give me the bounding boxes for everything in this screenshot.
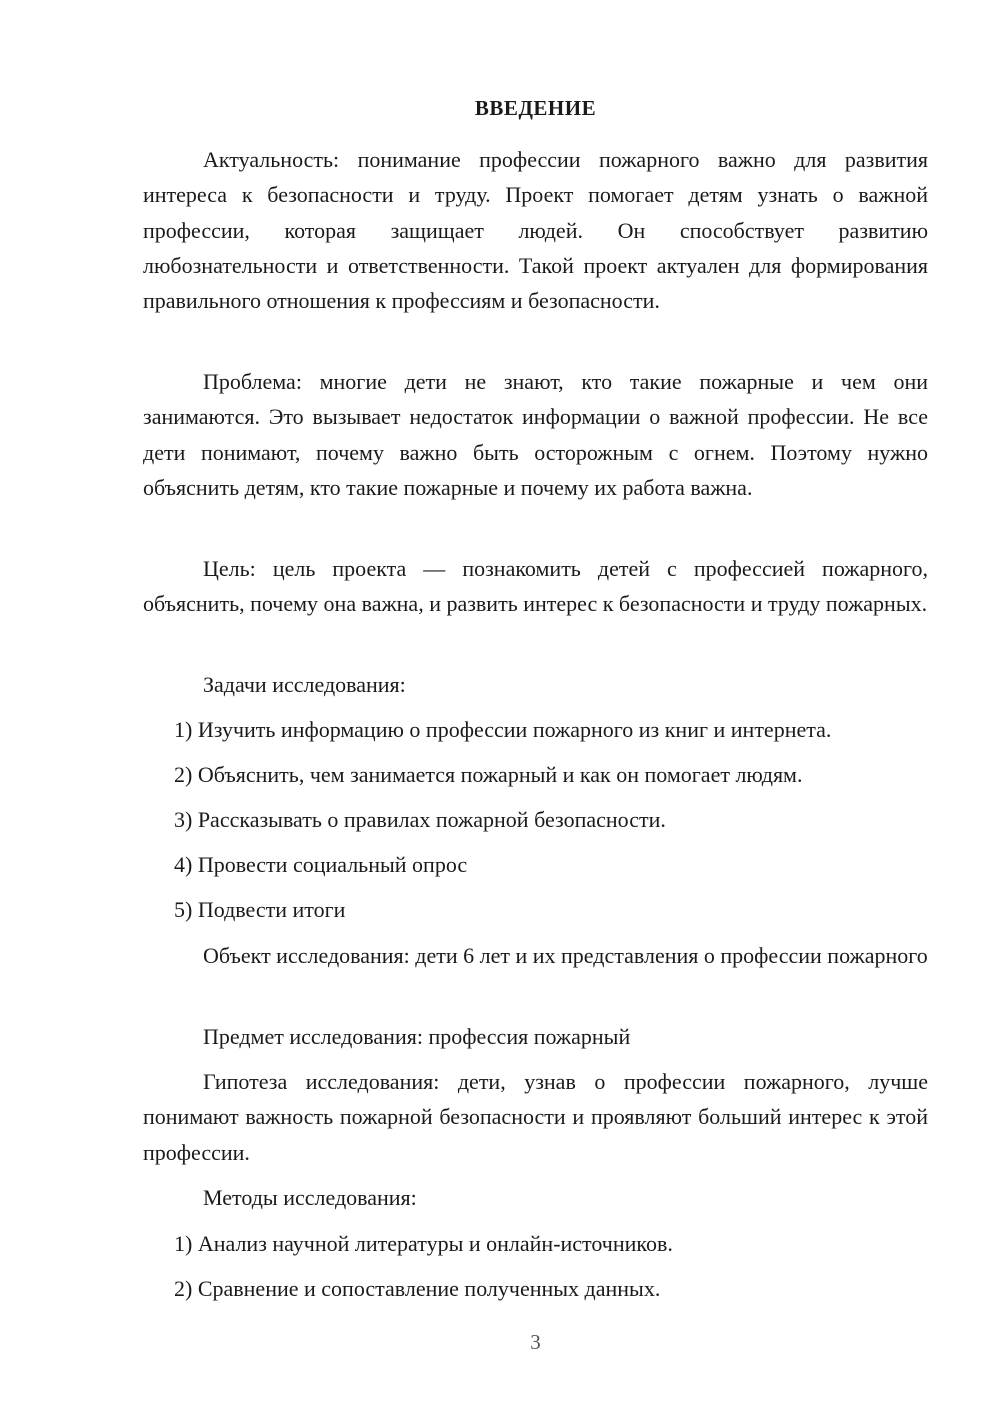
relevance-paragraph: Актуальность: понимание профессии пожарного важно для развития интереса к безопасности и труду. Проект помогает детям узнать о важной профессии, которая защищает людей. Он способствует развитию любознательности и ответственности. Такой проект актуален для формирования правильного отношения к профессиям и безопасности. bbox=[143, 147, 928, 314]
problem-paragraph: Проблема: многие дети не знают, кто такие пожарные и чем они занимаются. Это вызывает недостаток информации о важной профессии. Не все дети понимают, почему важно быть осторожным с огнем. Поэтому нужно объяснить детям, кто такие пожарные и почему их работа важна. bbox=[143, 369, 928, 500]
page-number: 3 bbox=[530, 1330, 541, 1354]
goal-paragraph: Цель: цель проекта — познакомить детей с профессией пожарного, объяснить, почему она важна, и развить интерес к безопасности и труду пожарных. bbox=[143, 556, 928, 617]
task-item: 3) Рассказывать о правилах пожарной безопасности. bbox=[174, 807, 666, 832]
task-item: 5) Подвести итоги bbox=[174, 897, 346, 922]
task-item: 2) Объяснить, чем занимается пожарный и как он помогает людям. bbox=[174, 762, 803, 787]
methods-heading: Методы исследования: bbox=[203, 1185, 417, 1210]
task-item: 4) Провести социальный опрос bbox=[174, 852, 468, 877]
subject-paragraph: Предмет исследования: профессия пожарный bbox=[203, 1024, 631, 1049]
hypothesis-paragraph: Гипотеза исследования: дети, узнав о профессии пожарного, лучше понимают важность пожарной безопасности и проявляют больший интерес к этой профессии. bbox=[143, 1069, 928, 1165]
task-item: 1) Изучить информацию о профессии пожарного из книг и интернета. bbox=[174, 717, 832, 742]
page-title: ВВЕДЕНИЕ bbox=[474, 96, 597, 120]
method-item: 2) Сравнение и сопоставление полученных данных. bbox=[174, 1276, 661, 1301]
method-item: 1) Анализ научной литературы и онлайн-источников. bbox=[174, 1231, 673, 1256]
tasks-heading: Задачи исследования: bbox=[203, 672, 406, 697]
object-paragraph: Объект исследования: дети 6 лет и их представления о профессии пожарного bbox=[203, 943, 928, 968]
